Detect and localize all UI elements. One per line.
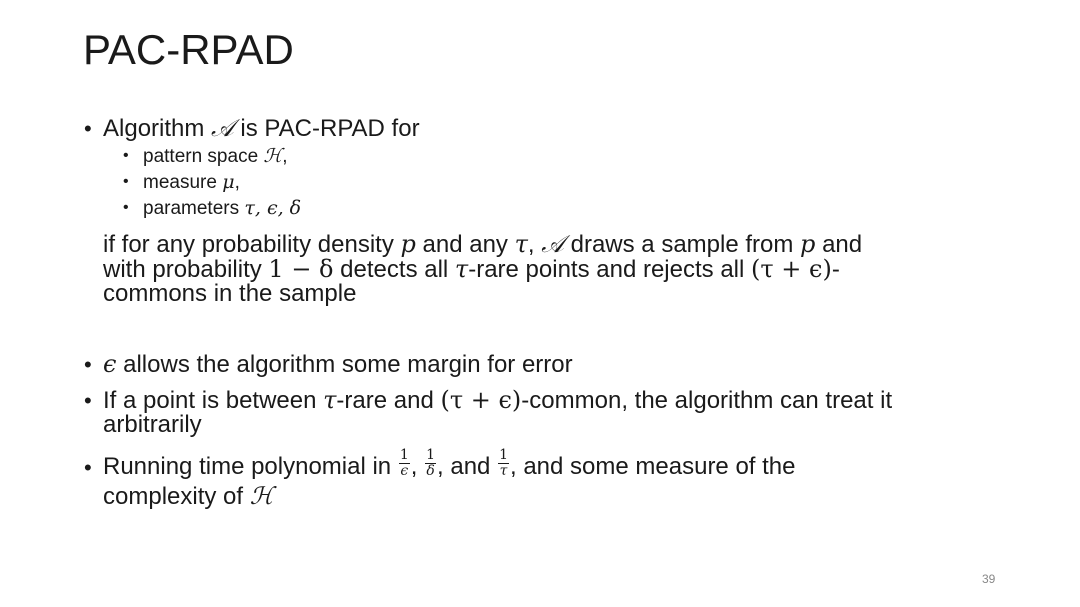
sub-bullet-3-marker: • <box>123 199 129 216</box>
p2-expr2: (τ + ϵ) <box>751 255 832 283</box>
p1-tau: τ <box>514 230 528 258</box>
sub2-sym: μ <box>222 171 235 193</box>
b4-sep1: , <box>410 452 418 480</box>
bullet-1-text <box>103 114 420 143</box>
p2-t2: detects all <box>333 256 455 283</box>
p1-p: p <box>400 230 416 258</box>
p2-t1: with probability <box>103 256 269 283</box>
b4-t2: , and some measure of the <box>510 452 796 480</box>
b4-sep2: , and <box>437 452 491 480</box>
b4-l2-sym: ℋ <box>249 482 274 510</box>
bullet-4-line-2 <box>103 482 273 511</box>
b1-algo-symbol: 𝒜 <box>211 114 234 142</box>
p2-expr: 1 − δ <box>268 255 334 283</box>
p1-t3: , <box>527 231 542 258</box>
p2-t4: - <box>831 256 840 283</box>
b4-l2-pre: complexity of <box>103 483 250 510</box>
frac-1-over-epsilon <box>399 448 410 479</box>
p1-algo: 𝒜 <box>541 230 564 258</box>
b3-t3: -common, the algorithm can treat it <box>521 387 893 414</box>
bullet-2-text <box>103 350 573 379</box>
b3-t2: -rare and <box>336 387 441 414</box>
frac2-num: 1 <box>426 447 436 463</box>
p1-t4: draws a sample from <box>563 231 801 258</box>
b1-para-line-3: commons in the sample <box>103 280 357 307</box>
b3-expr: (τ + ϵ) <box>440 386 522 414</box>
sub3-pre: parameters <box>143 198 245 219</box>
frac3-num: 1 <box>499 447 508 463</box>
b2-epsilon: ϵ <box>103 350 117 378</box>
b4-t1: Running time polynomial in <box>103 452 398 480</box>
frac1-num: 1 <box>399 447 409 463</box>
bullet-3-line-2: arbitrarily <box>103 411 202 438</box>
sub-bullet-1-marker: • <box>123 147 129 164</box>
frac3-den: τ <box>499 463 508 479</box>
frac2-den: δ <box>426 463 435 479</box>
bullet-3-marker: • <box>84 388 92 413</box>
p1-t5: and <box>815 231 863 258</box>
frac-1-over-delta <box>425 448 436 479</box>
sub1-sym: ℋ <box>263 145 283 167</box>
slide-title: PAC-RPAD <box>83 26 294 73</box>
p2-t3: -rare points and rejects all <box>468 256 751 283</box>
sub3-sym: τ, ϵ, δ <box>244 197 302 219</box>
bullet-4-marker: • <box>84 455 92 480</box>
frac1-den: ϵ <box>400 463 409 479</box>
page-number: 39 <box>982 572 996 586</box>
sub1-post: , <box>282 146 288 167</box>
bullet-2-marker: • <box>84 352 92 377</box>
p1-p2: p <box>800 230 816 258</box>
sub-bullet-2-text <box>143 171 240 194</box>
b3-t1: If a point is between <box>103 387 324 414</box>
p2-tau: τ <box>454 255 469 283</box>
b1-pre: Algorithm <box>103 115 212 142</box>
sub2-pre: measure <box>143 172 223 193</box>
b1-post: is PAC-RPAD for <box>233 115 420 142</box>
sub-bullet-1-text <box>143 145 287 168</box>
b3-tau: τ <box>323 386 337 414</box>
sub-bullet-3-text <box>143 197 301 220</box>
sub2-post: , <box>234 172 240 193</box>
bullet-1-marker: • <box>84 116 92 141</box>
p1-t2: and any <box>415 231 515 258</box>
bullet-4-line-1 <box>103 447 796 483</box>
b2-text: allows the algorithm some margin for error <box>116 351 573 378</box>
frac-1-over-tau <box>498 448 509 479</box>
sub-bullet-2-marker: • <box>123 173 129 190</box>
p1-t1: if for any probability density <box>103 231 401 258</box>
sub1-pre: pattern space <box>143 146 264 167</box>
bullet-3-line-1 <box>103 386 892 415</box>
